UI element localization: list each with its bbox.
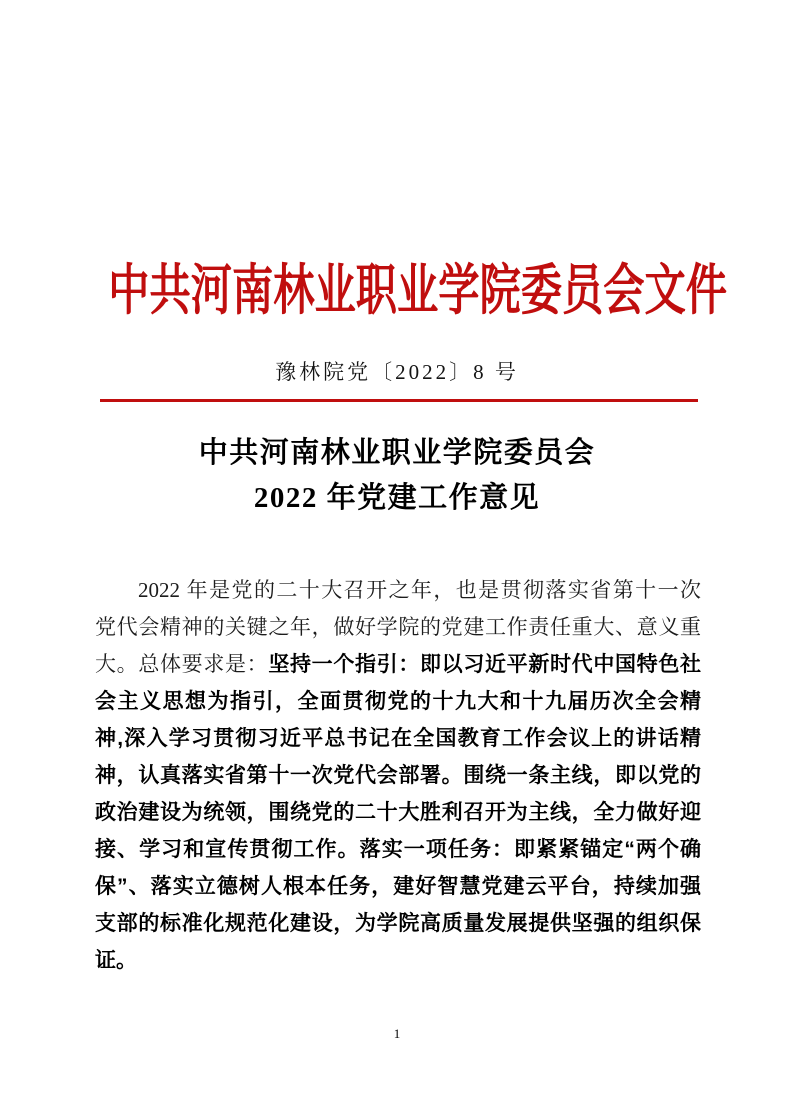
body-line — [95, 831, 701, 868]
body-text-emphasis: 接、学习和宣传贯彻工作。落实一项任务：即紧紧锚定“两个确 — [95, 838, 701, 861]
document-number: 豫林院党〔2022〕8 号 — [275, 360, 519, 384]
body-line — [95, 609, 701, 646]
red-letterhead-title: 中共河南林业职业学院委员会文件 — [108, 260, 728, 321]
body-text-emphasis: 神，认真落实省第十一次党代会部署。围绕一条主线，即以党的 — [95, 764, 701, 787]
body-text-regular: 2022 年是党的二十大召开之年，也是贯彻落实省第十一次 — [138, 578, 701, 602]
body-text-emphasis: 会主义思想为指引，全面贯彻党的十九大和十九届历次全会精 — [95, 690, 701, 713]
body-text-regular: 党代会精神的关键之年，做好学院的党建工作责任重大、意义重 — [95, 615, 701, 639]
body-line — [95, 757, 701, 794]
body-text-regular: 大。总体要求是： — [95, 652, 269, 676]
body-line — [95, 572, 701, 609]
document-title — [0, 431, 794, 521]
document-title-line-2: 2022 年党建工作意见 — [253, 482, 541, 514]
body-text-emphasis: 政治建设为统领，围绕党的二十大胜利召开为主线，全力做好迎 — [95, 801, 701, 824]
document-title-line-1: 中共河南林业职业学院委员会 — [198, 437, 596, 469]
body-paragraph — [95, 572, 701, 979]
red-divider-line — [100, 399, 698, 402]
body-line — [95, 646, 701, 683]
page-number: 1 — [393, 1026, 401, 1041]
body-line — [95, 905, 701, 942]
body-text-emphasis: 坚持一个指引：即以习近平新时代中国特色社 — [268, 653, 701, 676]
body-line — [95, 868, 701, 905]
body-text-emphasis: 保”、落实立德树人根本任务，建好智慧党建云平台，持续加强 — [95, 875, 701, 898]
body-text-emphasis: 神,深入学习贯彻习近平总书记在全国教育工作会议上的讲话精 — [95, 727, 701, 750]
body-line — [95, 794, 701, 831]
body-text-emphasis: 支部的标准化规范化建设，为学院高质量发展提供坚强的组织保 — [95, 912, 701, 935]
body-line — [95, 720, 701, 757]
body-line — [95, 942, 701, 979]
body-text-emphasis: 证。 — [95, 949, 137, 972]
body-line — [95, 683, 701, 720]
